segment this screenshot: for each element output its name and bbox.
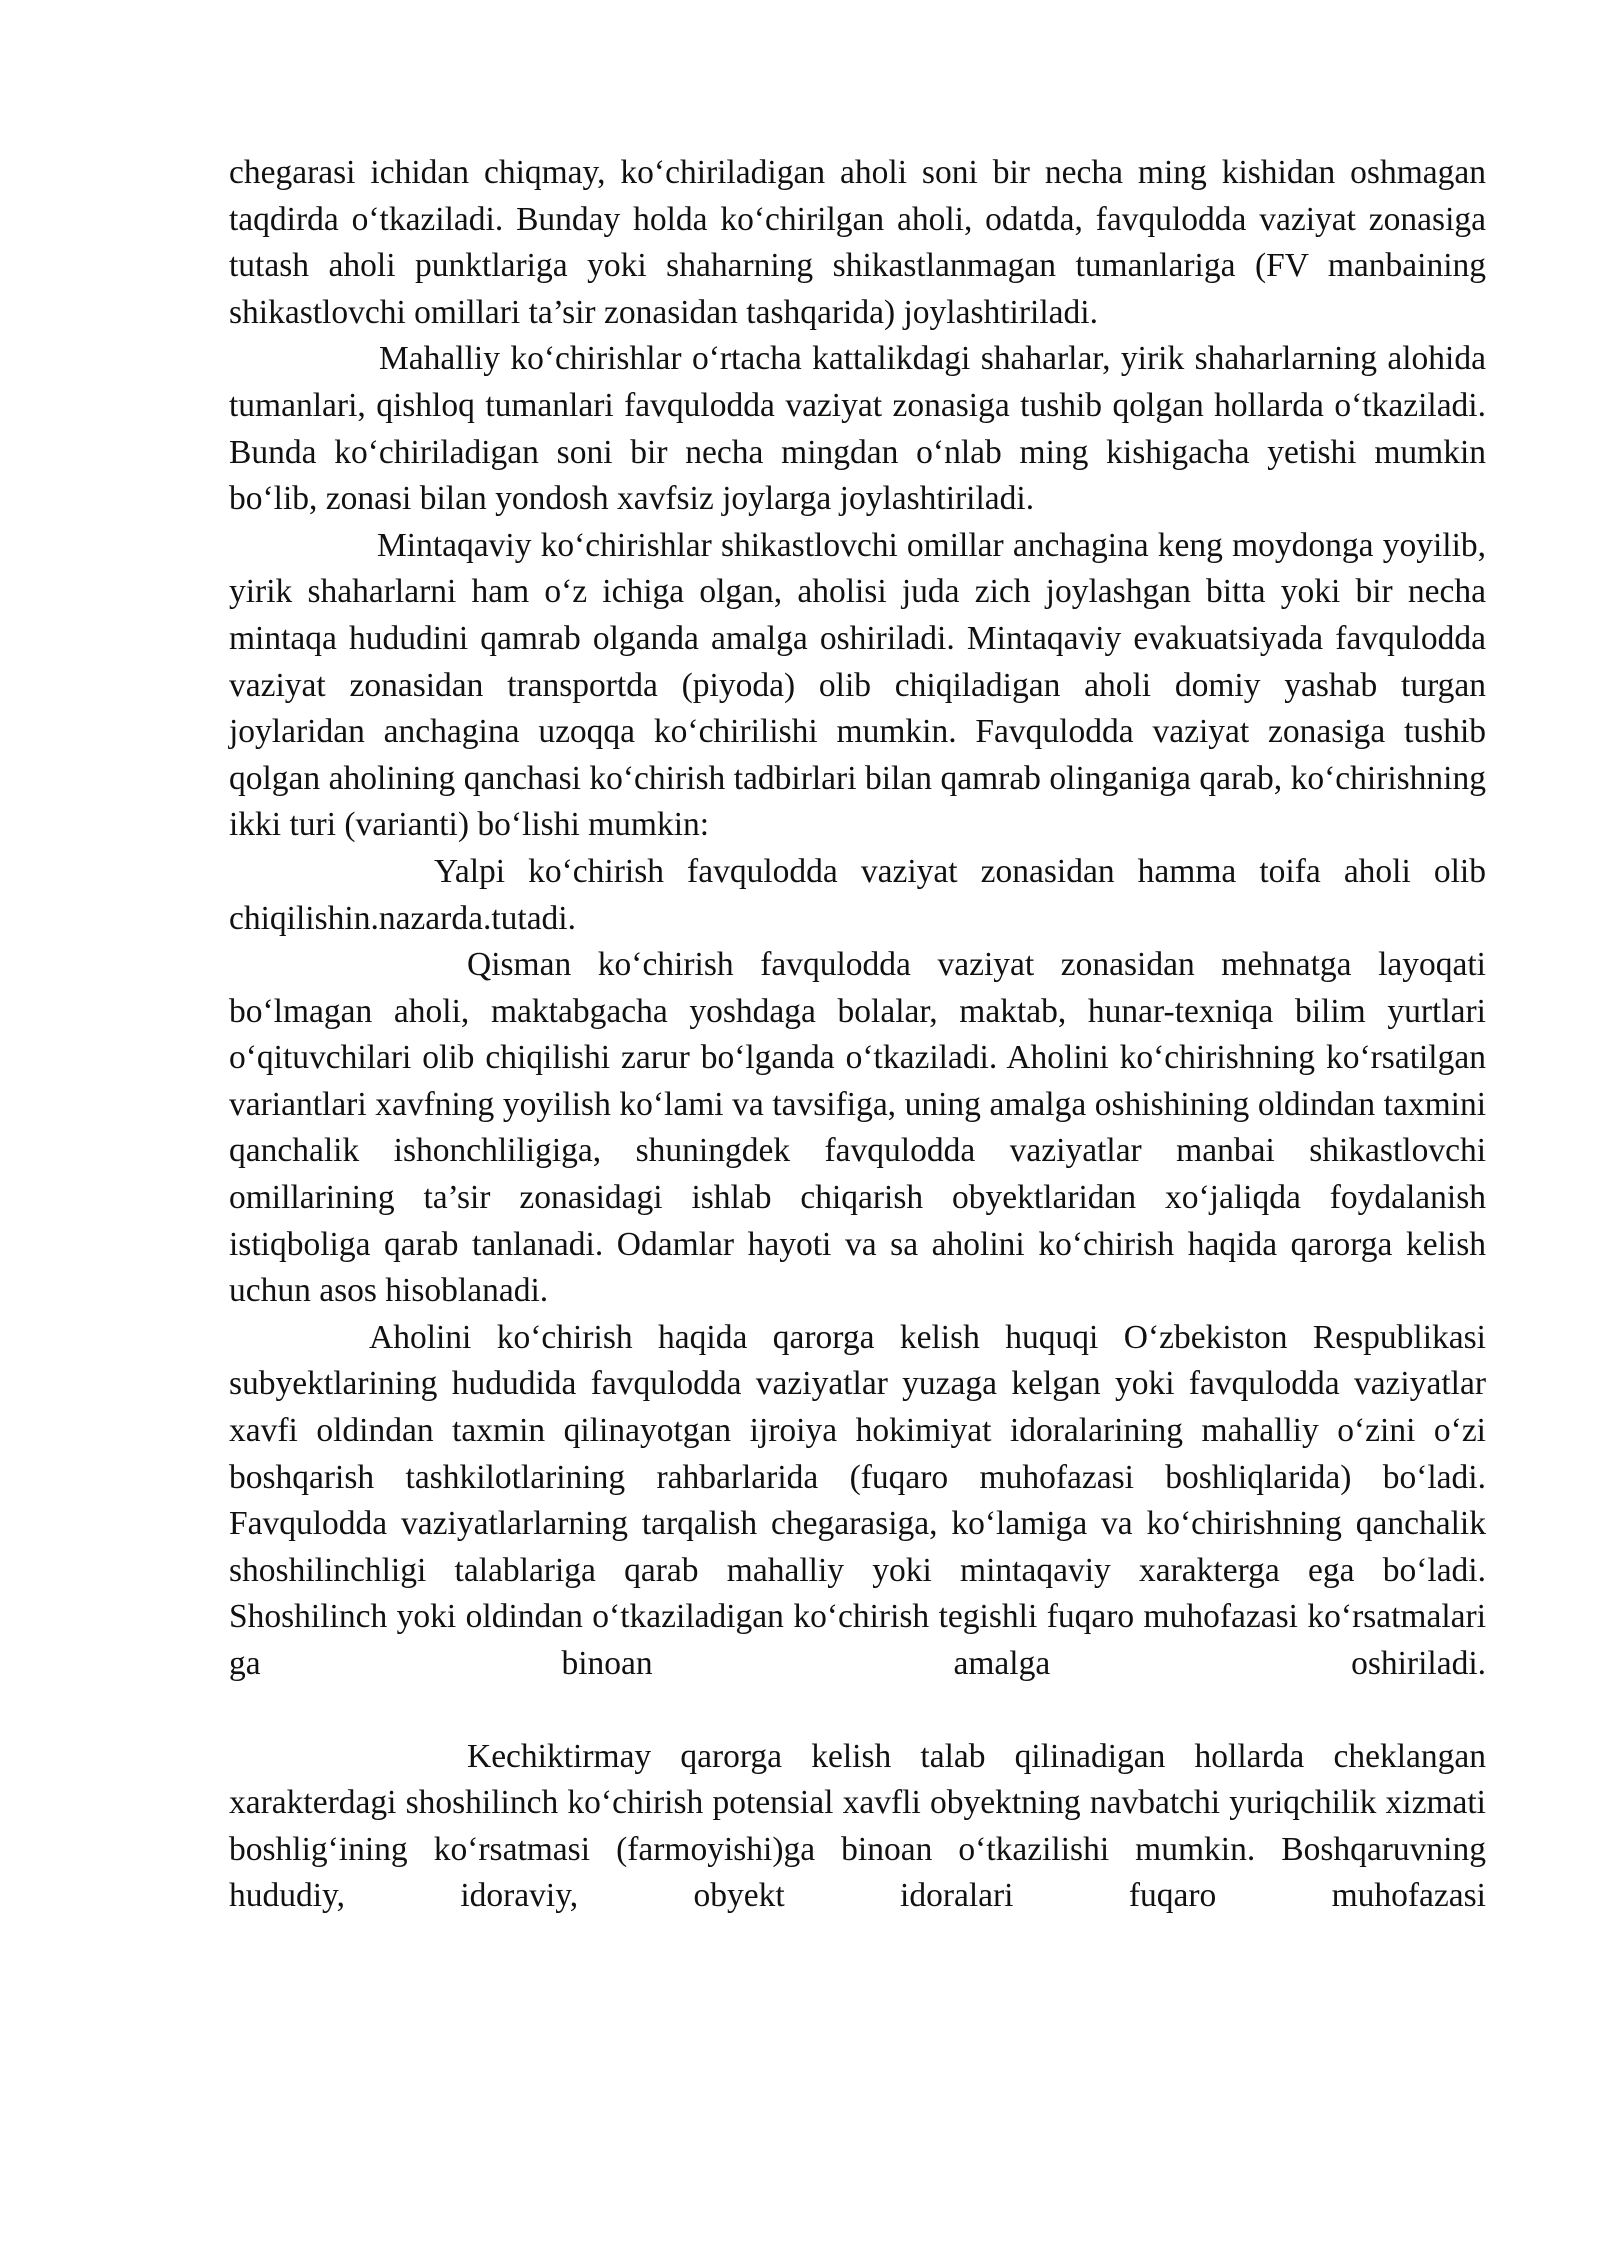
paragraph-kechiktirmay-qaror: Kechiktirmay qarorga kelish talab qilinadigan hollarda cheklangan xarakterdagi shoshilinch ko‘chirish potensial xavfli obyektning navbatchi yuriqchilik xizmati boshlig‘ining ko‘rsatmasi (farmoyishi)ga binoan o‘tkazilishi mumkin. Boshqaruvning hududiy, idoraviy, obyekt idoralari fuqaro muhofazasi xyxy=(229,1737,1486,1915)
paragraph-yalpi-kochirish: Yalpi ko‘chirish favqulodda vaziyat zonasidan hamma toifa aholi olib chiqilishin.nazarda.tutadi. xyxy=(229,852,1486,937)
paragraph-mintaqaviy-kochirish: Mintaqaviy ko‘chirishlar shikastlovchi omillar anchagina keng moydonga yoyilib, yirik shaharlarni ham o‘z ichiga olgan, aholisi juda zich joylashgan bitta yoki bir necha mintaqa hududini qamrab olganda amalga oshiriladi. Mintaqaviy evakuatsiyada favqulodda vaziyat zonasidan transportda (piyoda) olib chiqiladigan aholi domiy yashab turgan joylaridan anchagina uzoqqa ko‘chirilishi mumkin. Favqulodda vaziyat zonasiga tushib qolgan aholining qanchasi ko‘chirish tadbirlari bilan qamrab olinganiga qarab, ko‘chirishning ikki turi (varianti) bo‘lishi mumkin: xyxy=(229,526,1486,844)
blank-line xyxy=(229,1688,1486,1734)
document-page xyxy=(229,150,1486,1920)
paragraph-qisman-kochirish: Qisman ko‘chirish favqulodda vaziyat zonasidan mehnatga layoqati bo‘lmagan aholi, maktabgacha yoshdaga bolalar, maktab, hunar-texniqa bilim yurtlari o‘qituvchilari olib chiqilishi zarur bo‘lganda o‘tkaziladi. Aholini ko‘chirishning ko‘rsatilgan variantlari xavfning yoyilish ko‘lami va tavsifiga, uning amalga oshishining oldindan taxmini qanchalik ishonchliligiga, shuningdek favqulodda vaziyatlar manbai shikastlovchi omillarining ta’sir zonasidagi ishlab chiqarish obyektlaridan xo‘jaliqda foydalanish istiqboliga qarab tanlanadi. Odamlar hayoti va sa aholini ko‘chirish haqida qarorga kelish uchun asos hisoblanadi. xyxy=(229,946,1486,1310)
paragraph-qaror-huquqi: Aholini ko‘chirish haqida qarorga kelish huquqi O‘zbekiston Respublikasi subyektlarining hududida favqulodda vaziyatlar yuzaga kelgan yoki favqulodda vaziyatlar xavfi oldindan taxmin qilinayotgan ijroiya hokimiyat idoralarining mahalliy o‘zini o‘zi boshqarish tashkilotlarining rahbarlarida (fuqaro muhofazasi boshliqlarida) bo‘ladi. Favqulodda vaziyatlarlarning tarqalish chegarasiga, ko‘lamiga va ko‘chirishning qanchalik shoshilinchligi talablariga qarab mahalliy yoki mintaqaviy xarakterga ega bo‘ladi. Shoshilinch yoki oldindan o‘tkaziladigan ko‘chirish tegishli fuqaro muhofazasi ko‘rsatmalari ga binoan amalga oshiriladi. xyxy=(229,1318,1486,1682)
paragraph-local-resettlement-end: chegarasi ichidan chiqmay, ko‘chiriladigan aholi soni bir necha ming kishidan oshmagan taqdirda o‘tkaziladi. Bunday holda ko‘chirilgan aholi, odatda, favqulodda vaziyat zonasiga tutash aholi punktlariga yoki shaharning shikastlanmagan tumanlariga (FV manbaining shikastlovchi omillari ta’sir zonasidan tashqarida) joylashtiriladi. xyxy=(229,154,1486,331)
paragraph-mahalliy-kochirish: Mahalliy ko‘chirishlar o‘rtacha kattalikdagi shaharlar, yirik shaharlarning alohida tumanlari, qishloq tumanlari favqulodda vaziyat zonasiga tushib qolgan hollarda o‘tkaziladi. Bunda ko‘chiriladigan soni bir necha mingdan o‘nlab ming kishigacha yetishi mumkin bo‘lib, zonasi bilan yondosh xavfsiz joylarga joylashtiriladi. xyxy=(229,340,1486,518)
